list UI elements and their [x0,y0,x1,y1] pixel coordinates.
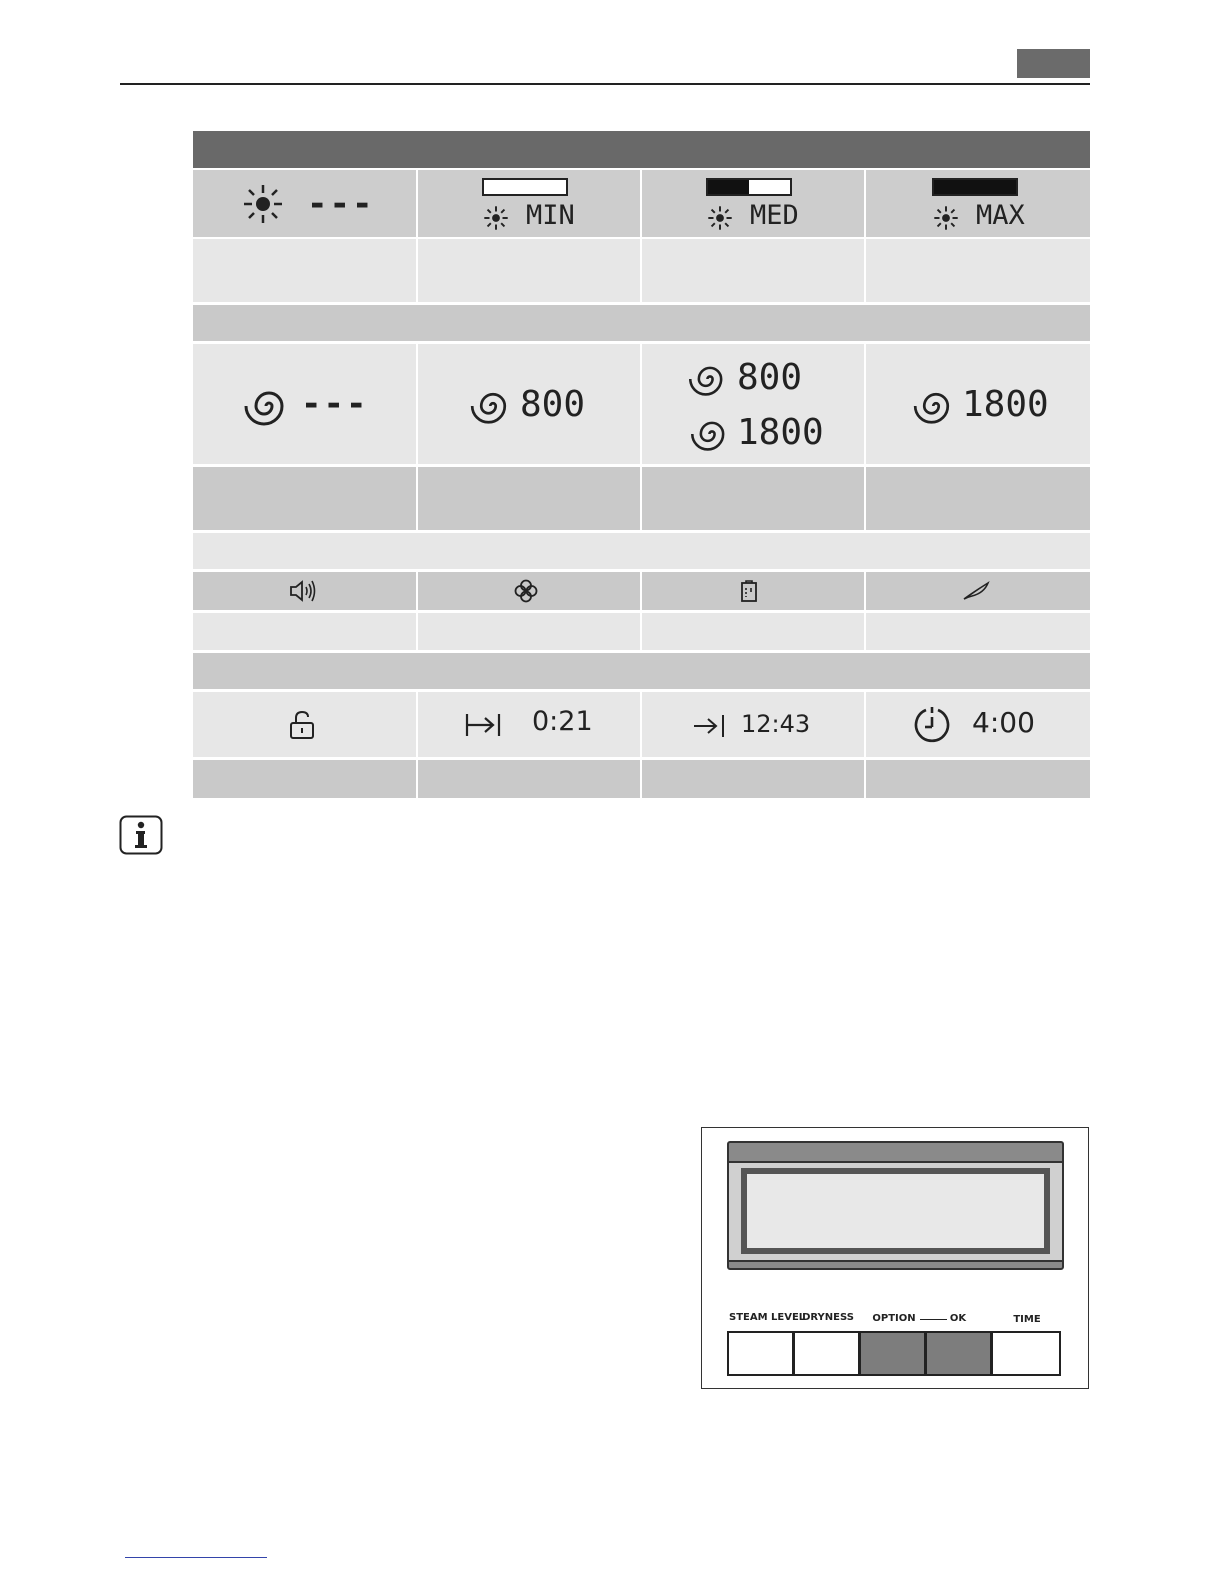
steam-desc-cell [418,239,640,302]
dryness-range-cell [642,344,864,464]
steam-level-button-label: STEAM LEVEL [729,1312,806,1323]
dryness-desc-cell [193,467,416,530]
feather-icon [962,581,990,601]
time-desc-cell [193,760,416,798]
time-lock-cell [193,692,416,757]
time-desc-cell [418,760,640,798]
info-icon [119,815,163,855]
option-buzzer-cell [193,572,416,610]
buzzer-icon [289,579,317,603]
time-clock-cell [866,692,1090,757]
option-desc-cell [642,613,864,650]
dryness-button[interactable] [793,1331,860,1376]
table-header [193,131,1090,168]
steam-med-label: MED [750,200,799,231]
dryness-value: 800 [737,357,803,398]
dryness-value: 1800 [737,412,824,453]
time-end-cell [642,692,864,757]
delay-end-icon [465,712,505,738]
sun-icon [707,205,733,231]
option-button-label: OPTION [872,1313,916,1324]
steam-level-bar [482,178,568,196]
steam-desc-cell [866,239,1090,302]
sun-icon [933,205,959,231]
time-desc-cell [642,760,864,798]
display-screen [741,1168,1050,1254]
steam-off-cell [193,170,416,237]
steam-min-cell [418,170,640,237]
dryness-value: 800 [520,384,586,425]
spiral-icon [694,416,730,452]
ok-button[interactable] [925,1331,992,1376]
dryness-desc-cell [418,467,640,530]
option-desc-cell [866,613,1090,650]
steam-off-dashes: --- [307,184,375,224]
dryness-button-label: DRYNESS [802,1312,854,1323]
time-desc-cell [866,760,1090,798]
option-feather-cell [866,572,1090,610]
spiral-icon [692,361,728,397]
option-desc-cell [418,613,640,650]
dryness-value: 1800 [962,384,1049,425]
steam-desc-cell [193,239,416,302]
spiral-icon [917,387,955,425]
steam-level-bar [706,178,792,196]
unlocked-padlock-icon [289,710,315,740]
flower-icon [514,579,538,603]
steam-level-bar [932,178,1018,196]
dryness-off-cell [193,344,416,464]
time-delay-cell [418,692,640,757]
steam-med-cell [642,170,864,237]
footer-link-underline [125,1557,267,1558]
dryness-section-header [193,305,1090,341]
clock-value: 4:00 [972,706,1035,739]
header-rule [120,83,1090,85]
steam-desc-cell [642,239,864,302]
option-flower-cell [418,572,640,610]
dryness-off-dashes: --- [301,384,369,424]
steam-max-cell [866,170,1090,237]
ok-button-label: OK [949,1313,967,1324]
option-button[interactable] [859,1331,926,1376]
end-time-value: 12:43 [741,710,811,738]
clock-icon [912,705,952,745]
time-section-header [193,653,1090,689]
control-panel-illustration [701,1127,1089,1389]
dryness-1800-cell [866,344,1090,464]
steam-min-label: MIN [526,200,575,231]
time-button[interactable] [991,1331,1061,1376]
chapter-tab [1017,49,1090,78]
display-screen-frame [729,1161,1062,1262]
sun-icon [243,184,283,224]
steam-max-label: MAX [976,200,1025,231]
sun-icon [483,205,509,231]
end-time-icon [692,713,728,739]
time-button-label: TIME [1013,1314,1041,1325]
options-section-header [193,533,1090,569]
display-housing [727,1141,1064,1270]
spiral-icon [474,387,512,425]
dryness-desc-cell [866,467,1090,530]
cabinet-icon [740,580,758,602]
steam-level-button[interactable] [727,1331,794,1376]
option-desc-cell [193,613,416,650]
dryness-800-cell [418,344,640,464]
option-cabinet-cell [642,572,864,610]
delay-value: 0:21 [532,706,593,737]
dryness-desc-cell [642,467,864,530]
spiral-icon [248,385,290,427]
option-ok-connector-line [920,1319,947,1320]
